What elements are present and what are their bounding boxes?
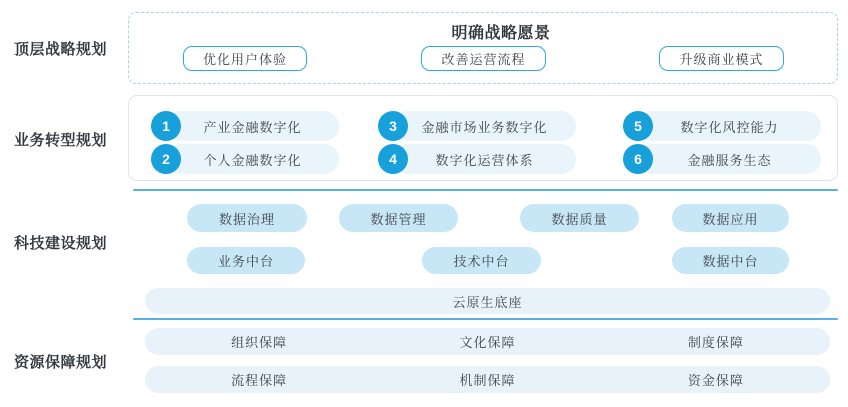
resource-guarantee-bar-2 (145, 366, 830, 393)
row-label-resource-guarantee: 资源保障规划 (14, 354, 108, 371)
transformation-pill: 金融市场业务数字化 (393, 111, 576, 141)
resource-label-organization: 组织保障 (231, 335, 288, 350)
button-optimize-user-experience[interactable]: 优化用户体验 (183, 46, 307, 71)
resource-label-mechanism: 机制保障 (459, 373, 516, 388)
resource-label-process: 流程保障 (231, 373, 288, 388)
button-improve-operations[interactable]: 改善运营流程 (421, 46, 546, 71)
resource-guarantee-bar-1 (145, 328, 830, 355)
transformation-pill: 数字化风控能力 (638, 111, 821, 141)
tech-pill-data-middle-platform: 数据中台 (672, 247, 789, 274)
business-transformation-panel (128, 95, 838, 181)
item-number-badge: 2 (151, 144, 181, 174)
section-divider (133, 318, 838, 320)
item-number-badge: 3 (378, 111, 408, 141)
transformation-pill: 产业金融数字化 (166, 111, 339, 141)
transformation-pill: 金融服务生态 (638, 144, 821, 174)
transformation-pill: 个人金融数字化 (166, 144, 339, 174)
tech-pill-business-middle-platform: 业务中台 (187, 247, 305, 274)
button-upgrade-business-model[interactable]: 升级商业模式 (659, 46, 784, 71)
item-number-badge: 6 (623, 144, 653, 174)
section-divider (133, 189, 838, 191)
transformation-item-6 (623, 144, 821, 174)
transformation-pill: 数字化运营体系 (393, 144, 576, 174)
strategy-vision-panel (128, 12, 838, 84)
item-number-badge: 1 (151, 111, 181, 141)
tech-pill-technology-middle-platform: 技术中台 (422, 247, 541, 274)
transformation-item-1 (151, 111, 339, 141)
cloud-native-base-bar: 云原生底座 (145, 288, 830, 314)
transformation-item-4 (378, 144, 576, 174)
row-label-top-strategy: 顶层战略规划 (14, 41, 108, 58)
tech-pill-data-management: 数据管理 (339, 204, 458, 232)
resource-label-institution: 制度保障 (687, 335, 744, 350)
resource-label-funding: 资金保障 (687, 373, 744, 388)
row-label-business-transformation: 业务转型规划 (14, 132, 108, 149)
strategy-vision-title: 明确战略愿景 (451, 25, 551, 42)
resource-label-culture: 文化保障 (459, 335, 516, 350)
item-number-badge: 5 (623, 111, 653, 141)
transformation-item-2 (151, 144, 339, 174)
row-label-tech-construction: 科技建设规划 (14, 235, 108, 252)
transformation-item-3 (378, 111, 576, 141)
item-number-badge: 4 (378, 144, 408, 174)
transformation-item-5 (623, 111, 821, 141)
tech-pill-data-application: 数据应用 (672, 204, 789, 232)
tech-pill-data-governance: 数据治理 (187, 204, 307, 232)
tech-pill-data-quality: 数据质量 (520, 204, 639, 232)
